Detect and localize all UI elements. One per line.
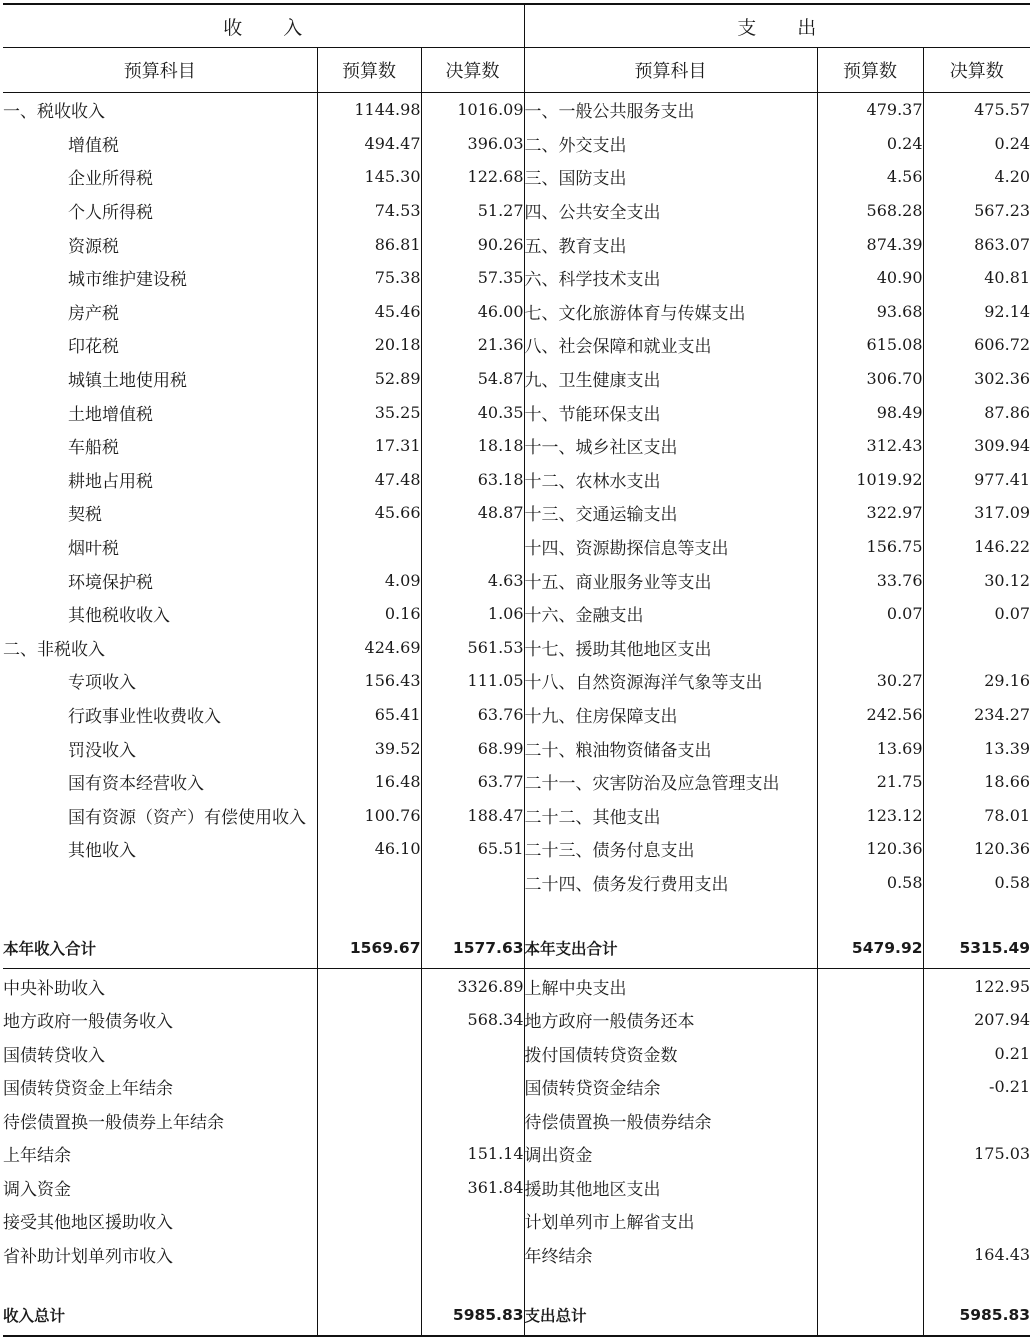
income-item-name: 罚没收入 (68, 740, 136, 761)
expenditure-budget-value: 33.76 (817, 563, 923, 597)
expenditure-transfer-budget (817, 1036, 923, 1070)
transfer-row (3, 1170, 1030, 1204)
income-final-value: 40.35 (421, 395, 524, 429)
empty-cell (524, 899, 817, 928)
empty-cell (317, 1271, 421, 1295)
income-budget-value: 45.66 (317, 496, 421, 530)
income-item-name: 增值税 (68, 135, 119, 156)
expenditure-transfer-name: 调出资金 (524, 1137, 817, 1171)
income-item-name: 烟叶税 (68, 539, 119, 560)
expenditure-final-value: 13.39 (923, 731, 1030, 765)
income-transfer-name: 待偿债置换一般债券上年结余 (3, 1112, 224, 1133)
expenditure-final-value: 29.16 (923, 664, 1030, 698)
expenditure-final-value: 92.14 (923, 295, 1030, 329)
income-section-title: 收 入 (223, 16, 304, 39)
expenditure-grand-total-label: 支出总计 (524, 1295, 817, 1336)
income-transfer-budget (317, 969, 421, 1003)
expenditure-transfer-final (923, 1204, 1030, 1238)
expenditure-budget-value: 242.56 (817, 698, 923, 732)
transfer-row (3, 1237, 1030, 1271)
income-budget-value: 45.46 (317, 295, 421, 329)
income-final-value: 396.03 (421, 127, 524, 161)
expenditure-transfer-budget (817, 1204, 923, 1238)
income-item-name: 其他收入 (68, 841, 136, 862)
expenditure-final-value (923, 631, 1030, 665)
income-final-value: 111.05 (421, 664, 524, 698)
income-transfer-final (421, 1204, 524, 1238)
empty-cell (923, 1271, 1030, 1295)
income-transfer-budget (317, 1036, 421, 1070)
table-row (3, 530, 1030, 564)
expenditure-final-value: 977.41 (923, 463, 1030, 497)
expenditure-final-value: 606.72 (923, 328, 1030, 362)
income-budget-value: 75.38 (317, 261, 421, 295)
expenditure-budget-value: 0.24 (817, 127, 923, 161)
table-row (3, 496, 1030, 530)
income-transfer-final: 3326.89 (421, 969, 524, 1003)
expenditure-item-name: 十八、自然资源海洋气象等支出 (524, 664, 817, 698)
expenditure-final-value: 4.20 (923, 160, 1030, 194)
expenditure-item-name: 八、社会保障和就业支出 (524, 328, 817, 362)
income-grand-total-final: 5985.83 (421, 1295, 524, 1336)
expenditure-item-name: 三、国防支出 (524, 160, 817, 194)
income-annual-total-budget: 1569.67 (317, 928, 421, 969)
income-transfer-name: 上年结余 (3, 1146, 71, 1166)
expenditure-budget-value: 312.43 (817, 429, 923, 463)
income-transfer-name: 地方政府一般债务收入 (3, 1012, 173, 1032)
expenditure-final-value: 0.24 (923, 127, 1030, 161)
income-transfer-final (421, 1070, 524, 1104)
income-transfer-final: 568.34 (421, 1003, 524, 1037)
table-row (3, 597, 1030, 631)
table-row (3, 866, 1030, 900)
table-row (3, 563, 1030, 597)
income-transfer-final (421, 1237, 524, 1271)
expenditure-budget-value: 98.49 (817, 395, 923, 429)
expenditure-transfer-final: -0.21 (923, 1070, 1030, 1104)
empty-cell (524, 1271, 817, 1295)
expenditure-transfer-final: 0.21 (923, 1036, 1030, 1070)
expenditure-budget-value: 874.39 (817, 227, 923, 261)
empty-cell (3, 1271, 317, 1295)
table-row (3, 631, 1030, 665)
income-transfer-budget (317, 1070, 421, 1104)
income-final-value: 188.47 (421, 798, 524, 832)
expenditure-item-name: 二十三、债务付息支出 (524, 832, 817, 866)
empty-cell (3, 899, 317, 928)
income-transfer-final (421, 1103, 524, 1137)
expenditure-transfer-name: 计划单列市上解省支出 (524, 1204, 817, 1238)
section-header-row (3, 4, 1030, 48)
transfer-row (3, 1103, 1030, 1137)
income-item-name: 城镇土地使用税 (68, 371, 187, 392)
table-row (3, 295, 1030, 329)
expenditure-final-value: 234.27 (923, 698, 1030, 732)
income-item-name: 车船税 (68, 438, 119, 459)
table-row (3, 362, 1030, 396)
income-transfer-name: 中央补助收入 (3, 978, 105, 999)
expenditure-item-name: 二十一、灾害防治及应急管理支出 (524, 765, 817, 799)
expenditure-budget-value (817, 631, 923, 665)
expenditure-annual-total-final: 5315.49 (923, 928, 1030, 969)
expenditure-final-value: 78.01 (923, 798, 1030, 832)
income-budget-value: 47.48 (317, 463, 421, 497)
income-transfer-name: 接受其他地区援助收入 (3, 1213, 173, 1233)
expenditure-transfer-name: 年终结余 (524, 1237, 817, 1271)
expenditure-budget-value: 120.36 (817, 832, 923, 866)
empty-cell (421, 1271, 524, 1295)
income-budget-value (317, 530, 421, 564)
expenditure-annual-total-budget: 5479.92 (817, 928, 923, 969)
income-transfer-name: 国债转贷资金上年结余 (3, 1079, 173, 1099)
income-final-value: 90.26 (421, 227, 524, 261)
table-row (3, 429, 1030, 463)
expenditure-budget-value: 156.75 (817, 530, 923, 564)
income-budget-value: 35.25 (317, 395, 421, 429)
expenditure-final-value: 40.81 (923, 261, 1030, 295)
expenditure-annual-total-label: 本年支出合计 (524, 928, 817, 969)
table-row (3, 127, 1030, 161)
income-final-value: 65.51 (421, 832, 524, 866)
income-budget-value: 0.16 (317, 597, 421, 631)
income-item-name: 国有资本经营收入 (68, 774, 204, 795)
expenditure-item-name: 十七、援助其他地区支出 (524, 631, 817, 665)
expenditure-transfer-name: 待偿债置换一般债券结余 (524, 1103, 817, 1137)
expenditure-item-name: 六、科学技术支出 (524, 261, 817, 295)
expenditure-section-title: 支 出 (524, 4, 1030, 48)
income-budget-value: 100.76 (317, 798, 421, 832)
expenditure-budget-value: 306.70 (817, 362, 923, 396)
income-item-name: 耕地占用税 (68, 471, 153, 492)
income-budget-value: 145.30 (317, 160, 421, 194)
annual-total-row (3, 928, 1030, 969)
income-final-header: 决算数 (421, 48, 524, 93)
income-item-name: 印花税 (68, 337, 119, 358)
expenditure-item-name: 二、外交支出 (524, 127, 817, 161)
expenditure-item-name: 十五、商业服务业等支出 (524, 563, 817, 597)
income-final-value: 1016.09 (421, 93, 524, 127)
income-final-value: 46.00 (421, 295, 524, 329)
income-item-name: 企业所得税 (68, 169, 153, 190)
income-final-value: 51.27 (421, 194, 524, 228)
income-item-name: 专项收入 (68, 673, 136, 694)
income-budget-value: 74.53 (317, 194, 421, 228)
expenditure-final-value: 475.57 (923, 93, 1030, 127)
income-transfer-budget (317, 1237, 421, 1271)
income-budget-value: 65.41 (317, 698, 421, 732)
income-transfer-budget (317, 1137, 421, 1171)
income-final-value: 68.99 (421, 731, 524, 765)
table-row (3, 798, 1030, 832)
income-item-name: 环境保护税 (68, 572, 153, 593)
expenditure-final-value: 87.86 (923, 395, 1030, 429)
income-final-value: 48.87 (421, 496, 524, 530)
income-item-name: 二、非税收入 (3, 639, 105, 660)
expenditure-item-name: 九、卫生健康支出 (524, 362, 817, 396)
expenditure-final-value: 567.23 (923, 194, 1030, 228)
income-final-value: 63.77 (421, 765, 524, 799)
income-budget-value (317, 866, 421, 900)
transfer-row (3, 1204, 1030, 1238)
table-row (3, 160, 1030, 194)
income-transfer-budget (317, 1204, 421, 1238)
income-item-name: 行政事业性收费收入 (68, 706, 221, 727)
income-transfer-name: 国债转贷收入 (3, 1045, 105, 1066)
table-row (3, 832, 1030, 866)
expenditure-transfer-budget (817, 1237, 923, 1271)
expenditure-item-name: 一、一般公共服务支出 (524, 93, 817, 127)
expenditure-budget-value: 40.90 (817, 261, 923, 295)
table-row (3, 227, 1030, 261)
expenditure-transfer-budget (817, 969, 923, 1003)
income-annual-total-label: 本年收入合计 (3, 940, 97, 959)
income-budget-header: 预算数 (317, 48, 421, 93)
income-final-value: 122.68 (421, 160, 524, 194)
income-item-name: 一、税收收入 (3, 102, 105, 123)
expenditure-item-name: 十四、资源勘探信息等支出 (524, 530, 817, 564)
expenditure-item-name: 二十二、其他支出 (524, 798, 817, 832)
expenditure-final-value: 302.36 (923, 362, 1030, 396)
expenditure-item-name: 四、公共安全支出 (524, 194, 817, 228)
income-final-value: 561.53 (421, 631, 524, 665)
transfer-row (3, 1137, 1030, 1171)
expenditure-transfer-final: 207.94 (923, 1003, 1030, 1037)
income-transfer-name: 省补助计划单列市收入 (3, 1246, 173, 1267)
transfer-row (3, 969, 1030, 1003)
expenditure-final-value: 146.22 (923, 530, 1030, 564)
income-budget-value: 156.43 (317, 664, 421, 698)
expenditure-transfer-budget (817, 1070, 923, 1104)
expenditure-transfer-final: 164.43 (923, 1237, 1030, 1271)
income-subject-header: 预算科目 (123, 61, 196, 82)
expenditure-final-value: 0.58 (923, 866, 1030, 900)
table-row (3, 93, 1030, 127)
expenditure-budget-value: 0.58 (817, 866, 923, 900)
income-item-name: 房产税 (68, 303, 119, 324)
table-row (3, 194, 1030, 228)
income-budget-value: 20.18 (317, 328, 421, 362)
table-row (3, 731, 1030, 765)
income-final-value: 57.35 (421, 261, 524, 295)
expenditure-final-value: 317.09 (923, 496, 1030, 530)
income-budget-value: 1144.98 (317, 93, 421, 127)
empty-cell (817, 899, 923, 928)
expenditure-final-value: 0.07 (923, 597, 1030, 631)
income-item-name: 资源税 (68, 236, 119, 257)
income-item-name: 土地增值税 (68, 404, 153, 425)
income-transfer-budget (317, 1003, 421, 1037)
expenditure-final-value: 309.94 (923, 429, 1030, 463)
column-header-row (3, 48, 1030, 93)
income-final-value (421, 866, 524, 900)
income-budget-value: 86.81 (317, 227, 421, 261)
expenditure-budget-value: 322.97 (817, 496, 923, 530)
expenditure-budget-value: 568.28 (817, 194, 923, 228)
income-transfer-budget (317, 1170, 421, 1204)
income-final-value: 54.87 (421, 362, 524, 396)
income-transfer-final (421, 1036, 524, 1070)
income-transfer-budget (317, 1103, 421, 1137)
expenditure-item-name: 七、文化旅游体育与传媒支出 (524, 295, 817, 329)
income-budget-value: 46.10 (317, 832, 421, 866)
budget-table (3, 3, 1030, 1337)
income-final-value: 1.06 (421, 597, 524, 631)
expenditure-transfer-final: 175.03 (923, 1137, 1030, 1171)
income-item-name: 其他税收收入 (68, 606, 170, 627)
income-item-name: 国有资源（资产）有偿使用收入 (68, 807, 306, 828)
income-grand-total-label: 收入总计 (3, 1306, 66, 1325)
expenditure-budget-value: 615.08 (817, 328, 923, 362)
expenditure-item-name: 十六、金融支出 (524, 597, 817, 631)
expenditure-transfer-name: 国债转贷资金结余 (524, 1070, 817, 1104)
empty-cell (923, 899, 1030, 928)
expenditure-item-name: 十三、交通运输支出 (524, 496, 817, 530)
income-annual-total-final: 1577.63 (421, 928, 524, 969)
expenditure-grand-total-final: 5985.83 (923, 1295, 1030, 1336)
expenditure-budget-value: 30.27 (817, 664, 923, 698)
expenditure-transfer-budget (817, 1003, 923, 1037)
expenditure-budget-value: 123.12 (817, 798, 923, 832)
expenditure-budget-value: 13.69 (817, 731, 923, 765)
expenditure-transfer-budget (817, 1137, 923, 1171)
expenditure-item-name: 五、教育支出 (524, 227, 817, 261)
income-final-value (421, 530, 524, 564)
transfer-row (3, 1003, 1030, 1037)
transfer-row (3, 1036, 1030, 1070)
expenditure-budget-value: 93.68 (817, 295, 923, 329)
income-budget-value: 424.69 (317, 631, 421, 665)
income-transfer-final: 361.84 (421, 1170, 524, 1204)
expenditure-budget-value: 479.37 (817, 93, 923, 127)
table-row (3, 765, 1030, 799)
income-budget-value: 494.47 (317, 127, 421, 161)
expenditure-final-header: 决算数 (923, 48, 1030, 93)
empty-cell (317, 899, 421, 928)
income-budget-value: 52.89 (317, 362, 421, 396)
expenditure-budget-header: 预算数 (817, 48, 923, 93)
income-final-value: 18.18 (421, 429, 524, 463)
expenditure-item-name: 十、节能环保支出 (524, 395, 817, 429)
table-row (3, 261, 1030, 295)
empty-cell (817, 1271, 923, 1295)
spacer-row (3, 899, 1030, 928)
expenditure-item-name: 十一、城乡社区支出 (524, 429, 817, 463)
expenditure-transfer-name: 地方政府一般债务还本 (524, 1003, 817, 1037)
expenditure-final-value: 18.66 (923, 765, 1030, 799)
expenditure-item-name: 十二、农林水支出 (524, 463, 817, 497)
income-item-name (3, 866, 317, 900)
expenditure-subject-header: 预算科目 (524, 48, 817, 93)
expenditure-item-name: 十九、住房保障支出 (524, 698, 817, 732)
income-budget-value: 17.31 (317, 429, 421, 463)
expenditure-transfer-final: 122.95 (923, 969, 1030, 1003)
income-final-value: 4.63 (421, 563, 524, 597)
income-grand-total-budget (317, 1295, 421, 1336)
expenditure-final-value: 30.12 (923, 563, 1030, 597)
income-transfer-name: 调入资金 (3, 1179, 71, 1200)
income-budget-value: 39.52 (317, 731, 421, 765)
table-row (3, 395, 1030, 429)
expenditure-budget-value: 4.56 (817, 160, 923, 194)
expenditure-transfer-final (923, 1103, 1030, 1137)
expenditure-transfer-name: 援助其他地区支出 (524, 1170, 817, 1204)
income-transfer-final: 151.14 (421, 1137, 524, 1171)
expenditure-grand-total-budget (817, 1295, 923, 1336)
expenditure-budget-value: 1019.92 (817, 463, 923, 497)
transfer-row (3, 1070, 1030, 1104)
expenditure-transfer-budget (817, 1170, 923, 1204)
income-item-name: 契税 (68, 505, 102, 526)
income-final-value: 21.36 (421, 328, 524, 362)
expenditure-transfer-final (923, 1170, 1030, 1204)
spacer-row (3, 1271, 1030, 1295)
income-item-name: 城市维护建设税 (68, 270, 187, 291)
expenditure-final-value: 863.07 (923, 227, 1030, 261)
table-row (3, 698, 1030, 732)
expenditure-item-name: 二十四、债务发行费用支出 (524, 866, 817, 900)
income-budget-value: 16.48 (317, 765, 421, 799)
income-item-name: 个人所得税 (68, 203, 153, 224)
expenditure-final-value: 120.36 (923, 832, 1030, 866)
empty-cell (421, 899, 524, 928)
expenditure-transfer-name: 上解中央支出 (524, 969, 817, 1003)
expenditure-transfer-budget (817, 1103, 923, 1137)
expenditure-transfer-name: 拨付国债转贷资金数 (524, 1036, 817, 1070)
income-final-value: 63.18 (421, 463, 524, 497)
expenditure-budget-value: 21.75 (817, 765, 923, 799)
expenditure-budget-value: 0.07 (817, 597, 923, 631)
table-row (3, 328, 1030, 362)
income-budget-value: 4.09 (317, 563, 421, 597)
income-final-value: 63.76 (421, 698, 524, 732)
table-row (3, 664, 1030, 698)
expenditure-item-name: 二十、粮油物资储备支出 (524, 731, 817, 765)
grand-total-row (3, 1295, 1030, 1336)
table-row (3, 463, 1030, 497)
